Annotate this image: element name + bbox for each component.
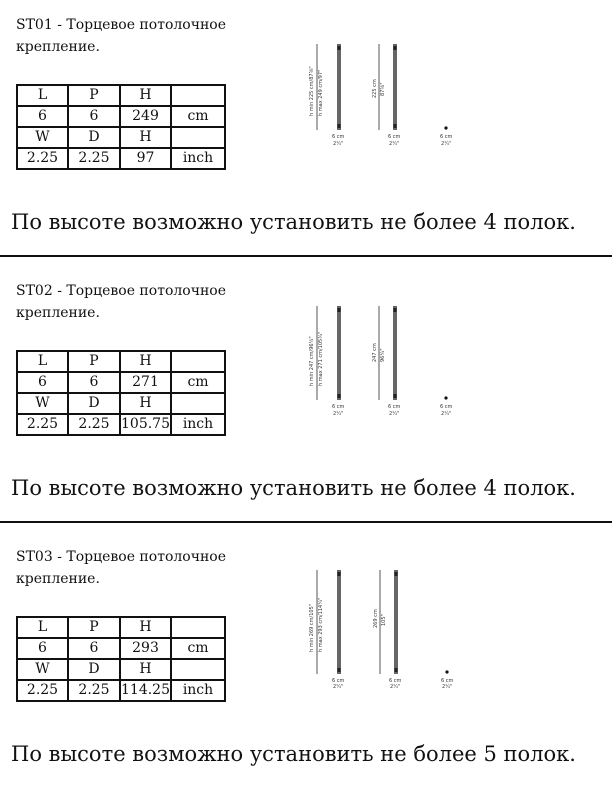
table-cell: P [68,617,120,638]
pole-top-view [444,126,447,129]
technical-drawing [300,304,470,420]
table-row [17,127,225,148]
pole-bracket-top [338,46,341,50]
table-cell [171,659,225,680]
pole-bracket-bottom [395,668,398,672]
shelf-limit-note: По высоте возможно установить не более 4 полок. [11,210,576,234]
width-cm-label: 6 cm [440,134,453,140]
table-row [17,393,225,414]
width-cm-label: 6 cm [332,678,345,684]
table-cell: inch [171,148,225,169]
table-cell: H [120,393,171,414]
section-title: ST02 - Торцевое потолочное крепление. [16,283,226,321]
table-row [17,638,225,659]
table-cell: P [68,351,120,372]
range-label-min: h min 269 cm/105" [309,603,315,652]
section-divider [0,521,612,523]
table-row [17,148,225,169]
height-inch-label: 105" [381,614,387,626]
width-inch-label: 2¼" [333,141,344,147]
table-cell: W [17,127,68,148]
table-row [17,85,225,106]
table-row [17,351,225,372]
pole-bracket-bottom [338,668,341,672]
pole-bracket-bottom [338,124,341,128]
pole-front-view [337,306,341,400]
table-cell: 2.25 [17,414,68,435]
pole-bracket-top [394,46,397,50]
pole-front-view [337,44,341,130]
table-cell [171,351,225,372]
table-cell: D [68,659,120,680]
section-title: ST01 - Торцевое потолочное крепление. [16,17,226,55]
table-row [17,414,225,435]
table-row [17,372,225,393]
width-cm-label: 6 cm [332,404,345,410]
pole-bracket-top [395,572,398,576]
section-divider [0,255,612,257]
pole-top-view [444,396,447,399]
table-row [17,680,225,701]
table-cell: 6 [17,638,68,659]
pole-bracket-bottom [338,394,341,398]
height-cm-label: 269 cm [373,609,379,628]
shelf-limit-note: По высоте возможно установить не более 4 полок. [11,476,576,500]
table-cell: D [68,393,120,414]
width-inch-label: 2¼" [389,411,400,417]
table-cell: 271 [120,372,171,393]
table-cell: 2.25 [17,680,68,701]
table-cell [171,617,225,638]
table-cell: W [17,659,68,680]
width-cm-label: 6 cm [389,678,402,684]
pole-front-view [337,570,341,674]
table-cell: inch [171,680,225,701]
table-cell: 6 [68,638,120,659]
table-cell: 6 [17,106,68,127]
table-cell: cm [171,372,225,393]
table-cell: 6 [17,372,68,393]
table-cell: D [68,127,120,148]
pole-bracket-top [394,308,397,312]
width-cm-label: 6 cm [440,404,453,410]
table-cell: 2.25 [68,148,120,169]
table-row [17,659,225,680]
table-cell: 114.25 [120,680,171,701]
pole-bracket-bottom [394,394,397,398]
width-inch-label: 2¼" [441,141,452,147]
shelf-limit-note: По высоте возможно установить не более 5 полок. [11,742,576,766]
table-cell: cm [171,638,225,659]
width-inch-label: 2¼" [442,684,453,690]
table-cell: 6 [68,372,120,393]
dimensions-table [16,84,226,170]
product-section-st01 [0,0,612,266]
table-cell: 2.25 [17,148,68,169]
table-cell: H [120,85,171,106]
table-cell: H [120,127,171,148]
technical-drawing [300,570,470,690]
table-row [17,106,225,127]
table-cell: 6 [68,106,120,127]
width-inch-label: 2¼" [390,684,401,690]
range-label-max: h max 249 cm/97" [318,69,324,116]
table-cell: 249 [120,106,171,127]
pole-top-view [445,670,448,673]
technical-drawing [300,38,470,154]
pole-side-view [393,306,397,400]
range-label-max: h max 271 cm/105¾" [318,331,324,386]
table-cell: 2.25 [68,414,120,435]
table-cell: L [17,617,68,638]
product-section-st03 [0,532,612,798]
table-cell: P [68,85,120,106]
table-cell [171,393,225,414]
pole-side-view [394,570,398,674]
height-inch-label: 96¼" [380,348,386,362]
table-cell: 293 [120,638,171,659]
width-cm-label: 6 cm [388,404,401,410]
table-cell: W [17,393,68,414]
range-label-min: h min 247 cm/96¼" [309,336,315,386]
height-cm-label: 225 cm [372,79,378,98]
width-cm-label: 6 cm [332,134,345,140]
table-row [17,617,225,638]
width-inch-label: 2¼" [333,684,344,690]
height-cm-label: 247 cm [372,343,378,362]
table-cell: L [17,351,68,372]
width-inch-label: 2¼" [333,411,344,417]
dimensions-table [16,616,226,702]
pole-bracket-top [338,572,341,576]
height-inch-label: 87⅝" [380,82,386,96]
range-label-max: h max 293 cm/114¼" [318,597,324,652]
table-cell: H [120,617,171,638]
table-cell: L [17,85,68,106]
range-label-min: h min 225 cm/87⅝" [309,66,315,116]
table-cell: cm [171,106,225,127]
table-cell [171,127,225,148]
table-cell [171,85,225,106]
dimensions-table [16,350,226,436]
pole-bracket-bottom [394,124,397,128]
table-cell: 97 [120,148,171,169]
width-inch-label: 2¼" [389,141,400,147]
width-inch-label: 2¼" [441,411,452,417]
width-cm-label: 6 cm [388,134,401,140]
table-cell: inch [171,414,225,435]
table-cell: H [120,351,171,372]
width-cm-label: 6 cm [441,678,454,684]
table-cell: 105.75 [120,414,171,435]
pole-side-view [393,44,397,130]
product-section-st02 [0,266,612,532]
section-title: ST03 - Торцевое потолочное крепление. [16,549,226,587]
table-cell: 2.25 [68,680,120,701]
pole-bracket-top [338,308,341,312]
table-cell: H [120,659,171,680]
